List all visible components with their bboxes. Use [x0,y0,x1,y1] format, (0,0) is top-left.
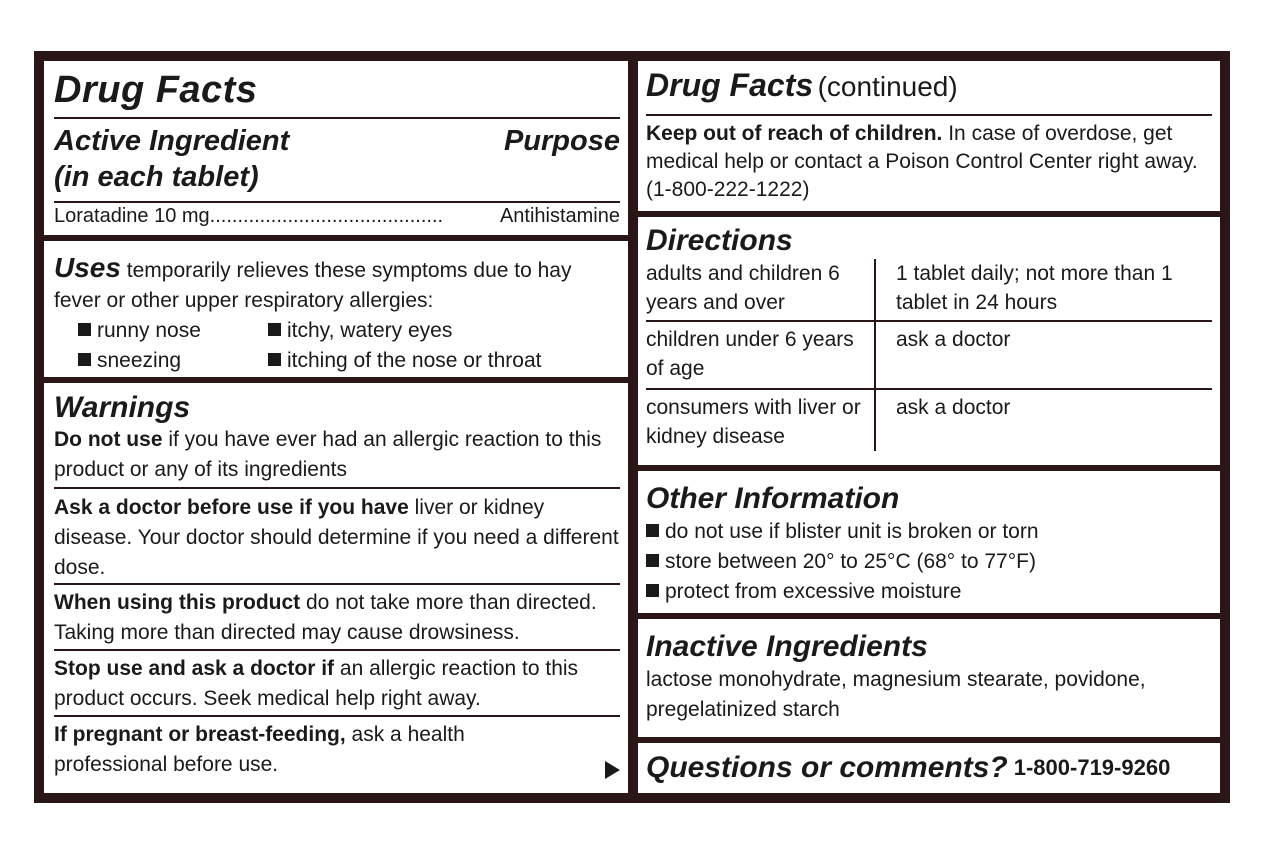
other-information-heading: Other Information [646,482,900,515]
questions-phone: 1-800-719-9260 [1013,755,1171,780]
active-ingredient-subheading: (in each tablet) [54,161,259,193]
bullet-icon [646,584,659,597]
directions-table [646,259,1212,451]
other-information-section [638,471,1220,613]
purpose-heading: Purpose [503,125,620,157]
drug-facts-title: Drug Facts [54,69,258,111]
active-ingredient-heading: Active Ingredient [54,125,290,157]
warning-when-using: When using this product do not take more than directed. Taking more than directed may cause drowsiness. [54,591,597,644]
warnings-heading: Warnings [54,391,191,424]
inactive-ingredients-text: lactose monohydrate, magnesium stearate, povidone, pregelatinized starch [646,668,1146,721]
other-item: protect from excessive moisture [646,577,1212,607]
active-ingredient-section [44,61,628,235]
use-item-runny-nose: runny nose [78,316,268,346]
use-item-sneezing: sneezing [78,346,268,376]
continued-title: Drug Facts [646,67,814,103]
directions-row: consumers with liver or kidney disease ask a doctor [646,389,1212,451]
right-column [638,61,1220,793]
directions-heading: Directions [646,224,793,257]
questions-section [638,743,1220,793]
inactive-ingredients-section [638,619,1220,737]
other-item: do not use if blister unit is broken or torn [646,517,1212,547]
ingredient-name: Loratadine 10 mg [54,205,210,227]
uses-text: temporarily relieves these symptoms due to hay fever or other upper respiratory allergies: [54,259,572,312]
bullet-icon [268,353,281,366]
continue-arrow-icon [605,761,620,779]
inactive-ingredients-heading: Inactive Ingredients [646,630,928,663]
ingredient-purpose: Antihistamine [499,205,620,227]
use-item-itchy-eyes: itchy, watery eyes [268,316,620,346]
other-item: store between 20° to 25°C (68° to 77°F) [646,547,1212,577]
directions-row: adults and children 6 years and over 1 tablet daily; not more than 1 tablet in 24 hours [646,259,1212,321]
left-column [44,61,628,793]
ingredient-dots: .......................................... [209,205,444,227]
bullet-icon [646,524,659,537]
use-item-itching: itching of the nose or throat [268,346,620,376]
warning-stop-use: Stop use and ask a doctor if an allergic reaction to this product occurs. Seek medical help right away. [54,657,579,710]
directions-row: children under 6 years of age ask a doctor [646,321,1212,389]
directions-section [638,217,1220,465]
warnings-section [44,383,628,793]
uses-heading: Uses [54,252,121,283]
warning-do-not-use: Do not use if you have ever had an allergic reaction to this product or any of its ingredients [54,428,602,481]
warning-pregnant: If pregnant or breast-feeding, ask a health professional before use. [54,723,465,776]
continued-suffix: (continued) [817,71,958,102]
uses-section [44,241,628,377]
continued-header-section [638,61,1220,211]
bullet-icon [78,323,91,336]
bullet-icon [78,353,91,366]
bullet-icon [646,554,659,567]
warning-ask-doctor: Ask a doctor before use if you have liver or kidney disease. Your doctor should determine if you need a different dose. [54,496,619,579]
bullet-icon [268,323,281,336]
keep-out-of-reach: Keep out of reach of children. In case of overdose, get medical help or contact a Poison Control Center right away. (1-800-222-1222) [646,122,1198,201]
questions-label: Questions or comments? [646,751,1008,784]
